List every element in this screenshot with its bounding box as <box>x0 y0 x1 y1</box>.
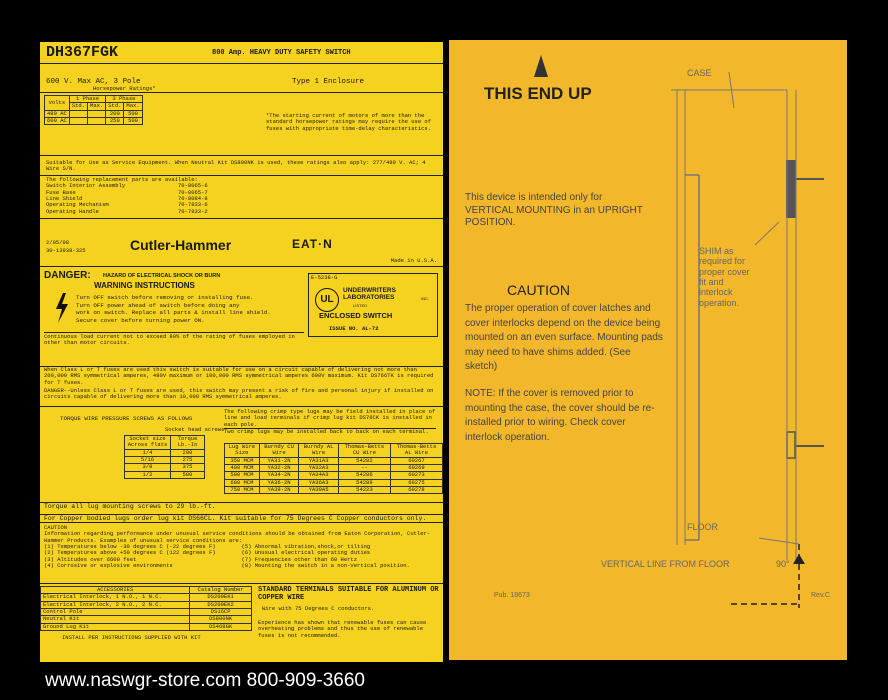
acc-cell: DS200EK1 <box>190 594 252 601</box>
brand-name: Cutler-Hammer <box>130 237 232 253</box>
socket-cell: 275 <box>171 456 205 463</box>
part-number: 70-7833-2 <box>178 207 208 215</box>
ul-issue: ISSUE NO. AL-72 <box>329 325 379 332</box>
lug-cell: 500 MCM <box>225 472 260 479</box>
ul-product: ENCLOSED SWITCH <box>319 311 393 320</box>
conditions-list <box>44 544 439 569</box>
lug-col-header: Lug Wire Size <box>225 444 260 458</box>
lug-cell: YA34-2N <box>259 472 299 479</box>
lug-cell: 350 MCM <box>225 457 260 464</box>
accessories-table <box>40 586 252 631</box>
lightning-icon <box>54 293 70 323</box>
label-header <box>40 42 443 64</box>
ul-logo: UL <box>315 288 339 312</box>
condition-item: (7) Frequencies other than 60 Hertz <box>241 555 358 563</box>
crimp-note-2: Two crimp lugs may be installed back to back on each terminal. <box>224 428 436 435</box>
acc-cell: DS468GK <box>190 623 252 630</box>
lug-cell: 60267 <box>390 457 442 464</box>
ul-file-number: E-5238-G <box>311 274 338 281</box>
ninety-degree-label: 90° <box>776 559 790 569</box>
hp-cell: 500 <box>124 110 142 117</box>
condition-item: (3) Altitudes over 6600 feet <box>44 555 137 563</box>
copper-lug-note: For Copper bodied lugs order lug kit DS66CL. Kit suitable for 75 Degrees C Copper conductors only. <box>40 514 443 523</box>
condition-item: (2) Temperatures above +50 degrees C (122 degrees F) <box>44 549 216 557</box>
made-in: Made in U.S.A. <box>390 257 437 264</box>
socket-head-label: Socket head screws <box>165 426 225 433</box>
lug-cell: -- <box>338 464 390 471</box>
lug-cell: 60273 <box>390 472 442 479</box>
acc-cell: Control Pole <box>41 608 190 615</box>
hp-header-std: Std. <box>106 103 124 110</box>
part-name: Line Shield <box>46 194 83 202</box>
publication-number: Pub. 18673 <box>494 592 530 599</box>
hp-cell: 480 AC <box>45 110 70 117</box>
warning-title: WARNING INSTRUCTIONS <box>94 281 195 290</box>
lug-cell: 60269 <box>390 464 442 471</box>
condition-item: (5) Abnormal vibration,shock,or tilting <box>241 542 371 550</box>
this-end-up-heading: THIS END UP <box>484 84 592 103</box>
lug-cell: YA31-2N <box>259 457 299 464</box>
lug-cell: 60278 <box>390 486 442 493</box>
hp-header-std: Std. <box>69 103 87 110</box>
part-name: Switch Interior Assembly <box>46 182 126 190</box>
up-arrow-icon <box>534 55 548 77</box>
part-name: Operating Handle <box>46 207 99 215</box>
socket-cell: 200 <box>171 449 205 456</box>
socket-cell: 375 <box>171 464 205 471</box>
acc-cell: Electrical Interlock, 1 N.O., 1 N.C. <box>41 594 190 601</box>
socket-cell: 500 <box>171 471 205 478</box>
lug-cell: YA36A3 <box>299 479 339 486</box>
parts-header: The following replacement parts are available: <box>46 176 198 183</box>
lug-cell: YA32-2N <box>259 464 299 471</box>
part-name: Fuse Base <box>46 188 76 196</box>
hp-header-volts: Volts <box>45 96 70 111</box>
part-number: 70-8065-6 <box>178 182 208 190</box>
danger-fuse-note: DANGER--Unless Class L or T fuses are used, this switch may present a risk of fire and personal injury if installed on circuits capable of delivering more than 10,000 RMS symmetrical amperes. <box>44 387 434 401</box>
lug-cell: 54286 <box>338 472 390 479</box>
acc-cell: DS800NK <box>190 616 252 623</box>
lug-cell: 750 MCM <box>225 486 260 493</box>
vertical-mounting-text: This device is intended only for VERTICAL MOUNTING in an UPRIGHT POSITION. <box>465 192 643 228</box>
product-title: 800 Amp. HEAVY DUTY SAFETY SWITCH <box>212 49 351 57</box>
acc-cell: Electrical Interlock, 2 N.O., 2 N.C. <box>41 601 190 608</box>
hp-cell <box>69 110 87 117</box>
brand-row <box>40 234 443 266</box>
hp-cell <box>88 117 106 124</box>
hp-cell <box>88 110 106 117</box>
warning-lines <box>76 294 271 324</box>
lug-col-header: Burndy CU Wire <box>259 444 299 458</box>
accessories-section <box>40 583 443 662</box>
condition-item: (6) Unusual electrical operating duties <box>241 549 371 557</box>
revision: Rev.C <box>811 592 830 599</box>
part-number: 70-8065-7 <box>178 188 208 196</box>
danger-section <box>40 266 443 366</box>
lug-cell: YA31A3 <box>299 457 339 464</box>
hp-cell: 250 <box>106 117 124 124</box>
shim-label: SHIM as required for proper cover fit and interlock operation. <box>699 246 750 308</box>
lug-col-header: Thomas-Betts CU Wire <box>338 444 390 458</box>
part-number: 70-8084-8 <box>178 194 208 202</box>
document-number: 30-13938-325 <box>46 247 86 254</box>
socket-table <box>124 435 205 479</box>
horsepower-table <box>44 95 143 125</box>
warning-line: work on switch. Replace all parts & install line shield. <box>76 309 271 317</box>
lug-col-header: Burndy AL Wire <box>299 444 339 458</box>
crimp-note: The following crimp type lugs may be field installed in place of line and load terminals if crimp lug kit DS76CK is installed in each pole. <box>224 408 436 428</box>
voltage-rating: 600 V. Max AC, 3 Pole <box>46 78 141 86</box>
footer-contact: www.naswgr-store.com 800-909-3660 <box>45 670 365 691</box>
socket-cell: 3/8 <box>125 464 171 471</box>
acc-col-header: ACCESSORIES <box>41 587 190 594</box>
wire-rating: Wire with 75 Degrees C conductors. <box>262 605 375 612</box>
lug-cell: YA39A5 <box>299 486 339 493</box>
torque-section <box>40 406 443 510</box>
class-fuse-note: When Class L or T fuses are used this switch is suitable for use on a circuit capable of delivering not more than 200,000 RMS symmetrical amperes, 480V maximum or 100,000 RMS symmetrical amperes 600V maximum. Kit DS766TK is required for T fuses. <box>40 366 443 386</box>
specification-label <box>40 42 443 662</box>
socket-col-header: Torque Lb.-In <box>171 436 205 450</box>
eaton-logo: EAT·N <box>292 237 333 251</box>
hp-cell: 500 <box>124 117 142 124</box>
standard-terminals: STANDARD TERMINALS SUITABLE FOR ALUMINUM OR COPPER WIRE <box>258 586 439 603</box>
part-number: 70-7833-6 <box>178 201 208 209</box>
ul-listing-box <box>308 273 438 337</box>
lug-cell: YA34A3 <box>299 472 339 479</box>
part-row <box>46 209 437 215</box>
hp-header: Horsepower Ratings* <box>93 85 156 92</box>
case-label: CASE <box>687 68 712 78</box>
mounting-sketch <box>659 60 847 620</box>
ul-name: UNDERWRITERS LABORATORIES <box>343 287 396 302</box>
lug-cell: 54289 <box>338 479 390 486</box>
lug-cell: 60275 <box>390 479 442 486</box>
hp-header-max: Max. <box>124 103 142 110</box>
lug-cell: 54223 <box>338 486 390 493</box>
hp-cell: 600 AC <box>45 117 70 124</box>
condition-item: (4) Corrosive or explosive environments <box>44 561 173 569</box>
lug-col-header: Thomas-Betts AL Wire <box>390 444 442 458</box>
lug-cell: 600 MCM <box>225 479 260 486</box>
hp-header-3ph: 3 Phase <box>106 96 142 103</box>
enclosure-type: Type 1 Enclosure <box>292 78 365 86</box>
install-note: INSTALL PER INSTRUCTIONS SUPPLIED WITH KIT <box>62 634 201 641</box>
lug-cell: YA32A3 <box>299 464 339 471</box>
hp-header-1ph: 1 Phase <box>69 96 105 103</box>
model-number: DH367FGK <box>46 44 119 61</box>
caution-heading: CAUTION <box>44 524 68 531</box>
acc-cell: Ground Lug Kit <box>41 623 190 630</box>
parts-list <box>40 175 443 219</box>
service-note: Suitable for Use as Service Equipment. When Neutral Kit DS800NK is used, these ratings also apply: 277/480 V. AC; 4 Wire S/N. <box>46 159 426 173</box>
hp-header-max: Max. <box>88 103 106 110</box>
vertical-line-label: VERTICAL LINE FROM FLOOR <box>601 559 730 569</box>
caution-section <box>40 525 443 569</box>
caution-text: Information regarding performance under unusual service conditions should be obtained from Eaton Corporation, Cutler-Hammer Products. Examples of unusual service conditions are: <box>44 530 431 544</box>
torque-all-note: Torque all lug mounting screws to 29 lb.-ft. <box>40 502 443 510</box>
torque-header: TORQUE WIRE PRESSURE SCREWS AS FOLLOWS <box>60 415 193 422</box>
danger-heading: DANGER: <box>44 270 91 281</box>
danger-subheading: HAZARD OF ELECTRICAL SHOCK OR BURN <box>103 273 221 279</box>
fuse-experience-note: Experience has shown that renewable fuses can cause overheating problems and thus the use of renewable fuses is not recommended. <box>258 619 427 639</box>
cover-note: NOTE: If the cover is removed prior to mounting the case, the cover should be re-installed prior to wiring. Check cover interlock operation. <box>465 388 655 443</box>
lug-table <box>224 443 443 494</box>
print-date: 2/05/98 <box>46 239 70 246</box>
caution-heading: CAUTION <box>507 282 570 298</box>
acc-cell: DS16CP <box>190 608 252 615</box>
mounting-label <box>449 40 847 660</box>
warning-line: Turn OFF power ahead of switch before doing any <box>76 301 240 309</box>
floor-label: FLOOR <box>687 522 719 532</box>
socket-cell: 5/16 <box>125 456 171 463</box>
acc-cell: Neutral Kit <box>41 616 190 623</box>
lug-cell: YA39-2N <box>259 486 299 493</box>
warning-line: Turn OFF switch before removing or installing fuse. <box>76 294 254 301</box>
socket-col-header: Socket size Across flats <box>125 436 171 450</box>
horsepower-section <box>40 85 443 156</box>
lug-cell: 54282 <box>338 457 390 464</box>
socket-cell: 1/2 <box>125 471 171 478</box>
condition-item: (1) Temperatures below -30 degrees C (-22 degrees F) <box>44 542 216 550</box>
part-name: Operating Mechanism <box>46 201 109 209</box>
acc-col-header: Catalog Number <box>190 587 252 594</box>
hp-cell <box>69 117 87 124</box>
ul-inc: INC. <box>421 296 429 301</box>
acc-cell: DS200EK2 <box>190 601 252 608</box>
lug-cell: 400 MCM <box>225 464 260 471</box>
caution-body: The proper operation of cover latches and cover interlocks depend on the device being mounted on an even surface. Mounting pads may need to have shims added. (See sketch) <box>465 303 663 372</box>
hp-cell: 200 <box>106 110 124 117</box>
warning-line: Secure cover before turning power ON. <box>76 316 205 324</box>
continuous-note: Continuous load current not to exceed 80% of the rating of fuses employed in other than motor circuits. <box>44 332 304 347</box>
hp-note: *The starting current of motors of more than the standard horsepower ratings may require the use of fuses with appropriate time-delay characteristics. <box>266 112 432 132</box>
socket-cell: 1/4 <box>125 449 171 456</box>
ul-listed: LISTED <box>353 303 368 308</box>
lug-cell: YA36-2N <box>259 479 299 486</box>
condition-item: (8) Mounting the switch in a non-Vertical position. <box>241 561 410 569</box>
